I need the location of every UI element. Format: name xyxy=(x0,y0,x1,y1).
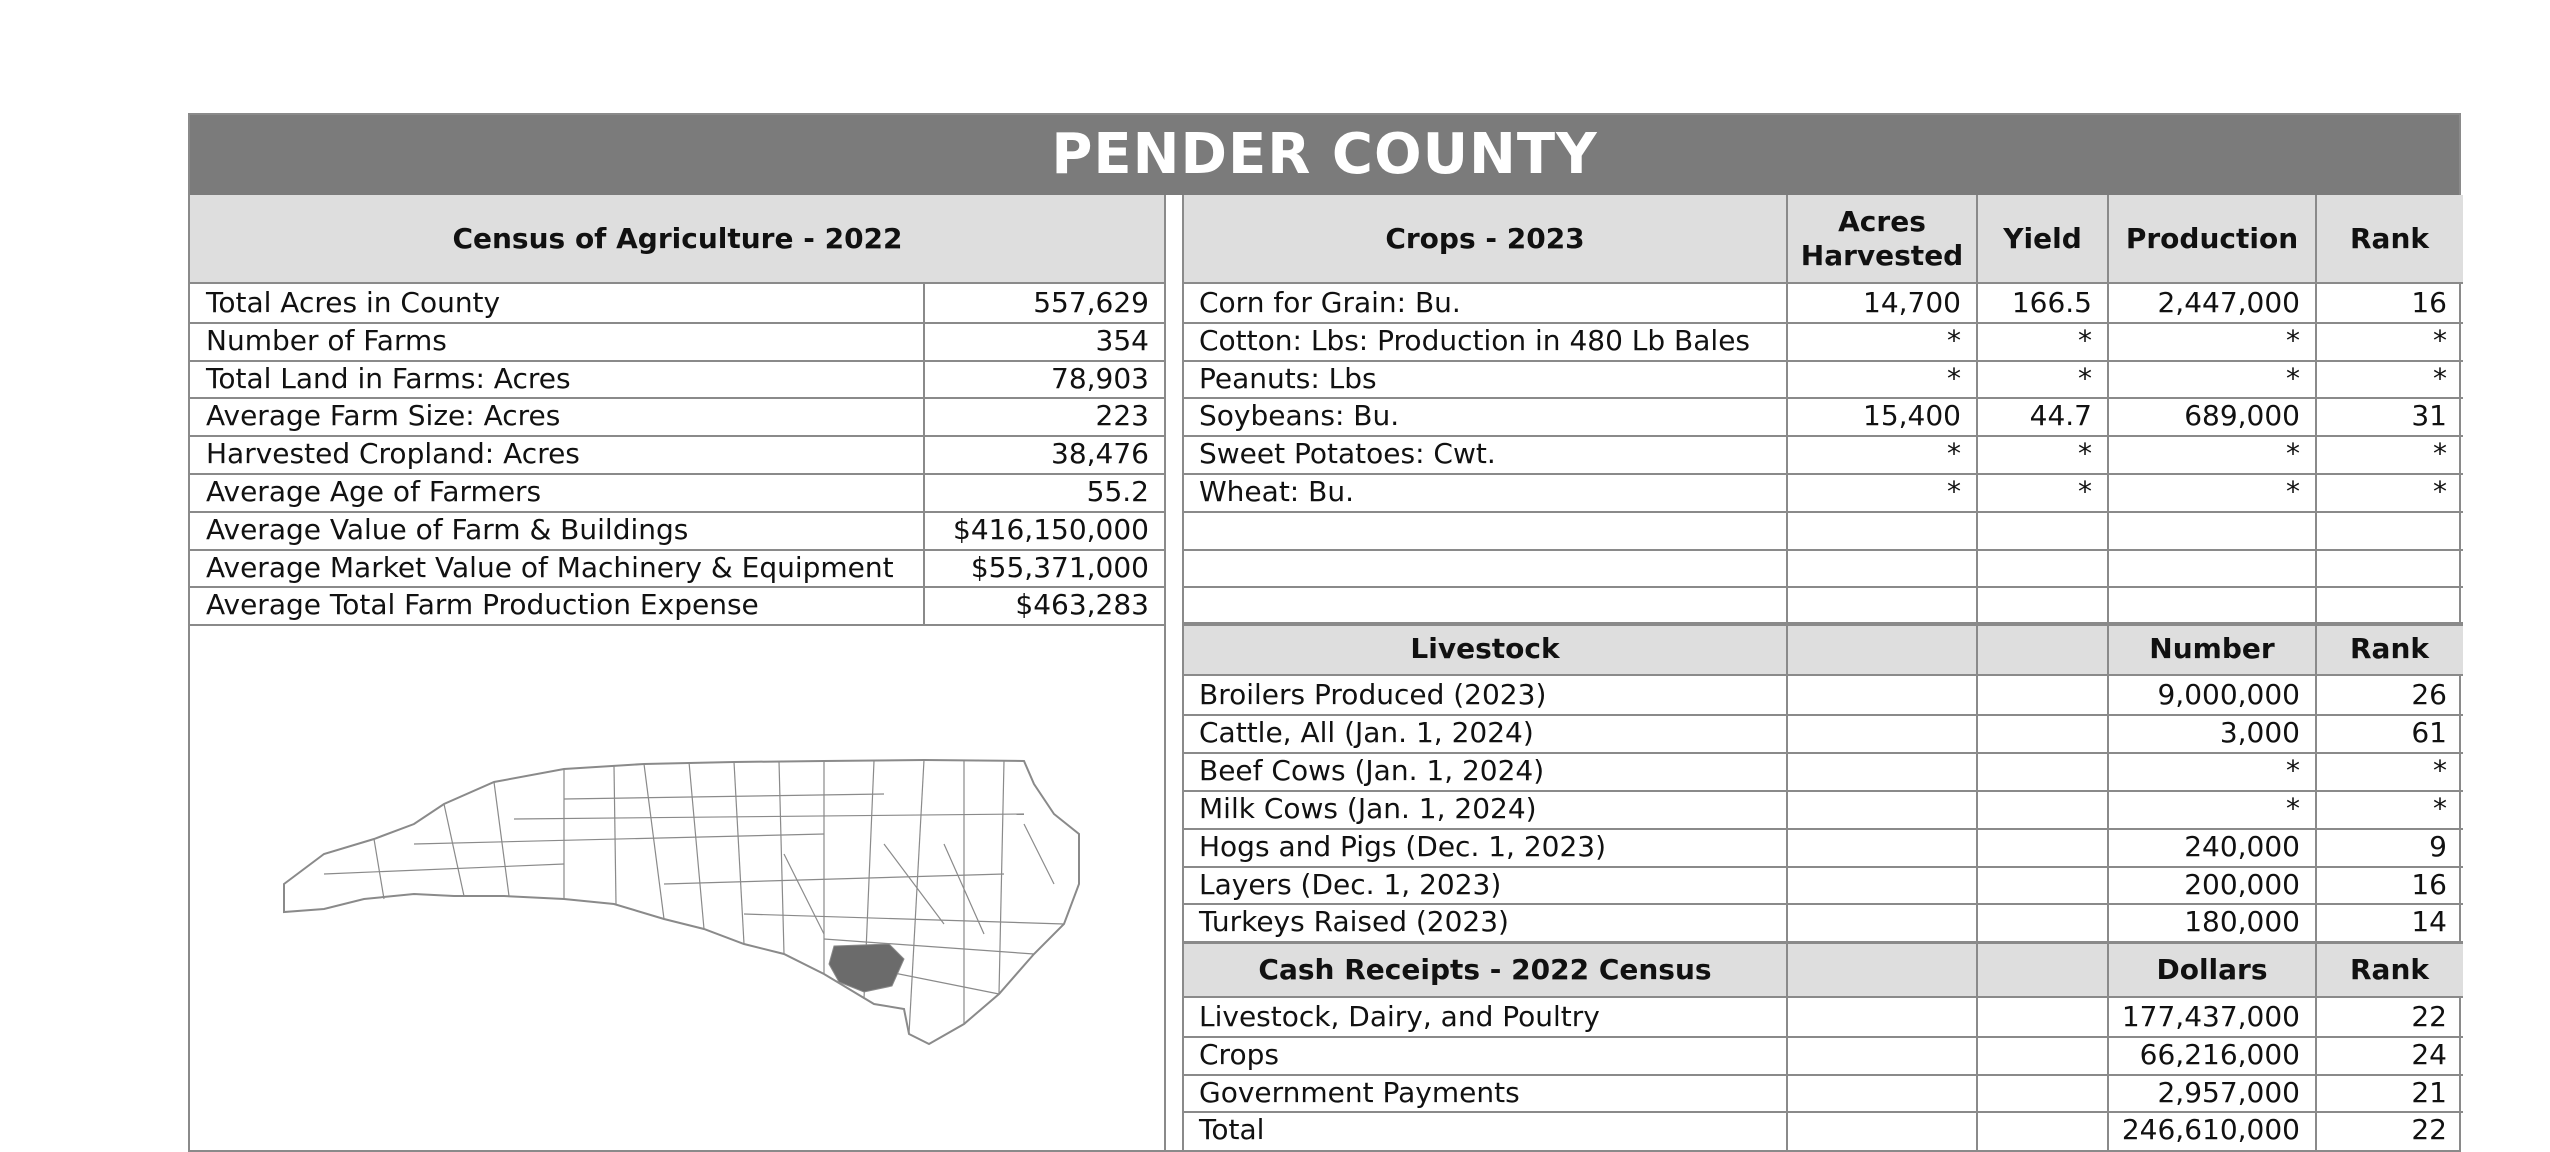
grid-line xyxy=(190,511,1165,513)
livestock-rank-header: Rank xyxy=(2316,623,2463,675)
livestock-name: Hogs and Pigs (Dec. 1, 2023) xyxy=(1199,830,1607,863)
grid-line xyxy=(1183,674,2463,676)
production-header: Production xyxy=(2108,195,2316,283)
census-row-value: 354 xyxy=(1095,324,1149,357)
livestock-number: * xyxy=(2286,792,2300,825)
county-boundary xyxy=(324,864,564,874)
cash-name: Total xyxy=(1199,1113,1265,1146)
county-boundary xyxy=(494,782,509,896)
county-boundary xyxy=(909,760,924,1034)
county-boundary xyxy=(374,839,384,899)
crop-production: * xyxy=(2286,324,2300,357)
grid-line xyxy=(190,322,1165,324)
livestock-number: 240,000 xyxy=(2184,830,2300,863)
grid-line xyxy=(1183,866,2463,868)
census-row-label: Average Total Farm Production Expense xyxy=(206,588,759,621)
crop-yield: * xyxy=(2078,475,2092,508)
livestock-number: 3,000 xyxy=(2219,716,2300,749)
census-row-label: Average Farm Size: Acres xyxy=(206,399,561,432)
crop-production: * xyxy=(2286,362,2300,395)
grid-line xyxy=(1183,828,2463,830)
census-row-label: Average Value of Farm & Buildings xyxy=(206,513,689,546)
crop-acres: 15,400 xyxy=(1863,399,1961,432)
grid-line xyxy=(1183,473,2463,475)
grid-line xyxy=(2315,195,2317,1152)
cash-dollars: 2,957,000 xyxy=(2157,1076,2300,1109)
crop-yield: * xyxy=(2078,437,2092,470)
grid-line xyxy=(1183,752,2463,754)
crop-rank: * xyxy=(2433,475,2447,508)
livestock-rank: * xyxy=(2433,792,2447,825)
county-boundary xyxy=(999,761,1004,994)
grid-line xyxy=(190,624,1165,626)
livestock-name: Broilers Produced (2023) xyxy=(1199,678,1547,711)
grid-line xyxy=(190,435,1165,437)
state-outline xyxy=(284,760,1079,1044)
acres-harvested-header: Acres Harvested xyxy=(1787,195,1977,283)
livestock-number: 200,000 xyxy=(2184,868,2300,901)
county-boundary xyxy=(734,762,744,944)
census-row-label: Average Age of Farmers xyxy=(206,475,542,508)
grid-line xyxy=(1183,1111,2463,1113)
grid-line xyxy=(190,397,1165,399)
crop-yield: 166.5 xyxy=(2011,286,2092,319)
grid-line xyxy=(1183,996,2463,998)
county-boundary xyxy=(644,764,664,919)
grid-line xyxy=(1183,360,2463,362)
cash-rank: 22 xyxy=(2411,1113,2447,1146)
crops-header: Crops - 2023 xyxy=(1183,195,1787,283)
cash-rank: 24 xyxy=(2411,1038,2447,1071)
census-header: Census of Agriculture - 2022 xyxy=(190,195,1165,283)
county-boundary xyxy=(784,854,824,934)
grid-line xyxy=(1183,622,2463,624)
census-row-label: Number of Farms xyxy=(206,324,447,357)
livestock-number: 9,000,000 xyxy=(2157,678,2300,711)
crop-yield: * xyxy=(2078,362,2092,395)
crop-yield: * xyxy=(2078,324,2092,357)
page-title: PENDER COUNTY xyxy=(190,115,2459,195)
county-fact-sheet xyxy=(188,113,2461,1152)
county-boundary xyxy=(614,766,616,904)
cash-receipts-header: Cash Receipts - 2022 Census xyxy=(1183,943,1787,997)
grid-line xyxy=(190,549,1165,551)
crop-production: 689,000 xyxy=(2184,399,2300,432)
grid-line xyxy=(1183,322,2463,324)
crop-production: * xyxy=(2286,475,2300,508)
cash-blank-2 xyxy=(1977,943,2108,997)
county-boundary xyxy=(884,844,944,924)
county-boundary xyxy=(444,804,464,896)
crop-production: * xyxy=(2286,437,2300,470)
grid-line xyxy=(1183,586,2463,588)
crop-name: Wheat: Bu. xyxy=(1199,475,1354,508)
census-row-value: $463,283 xyxy=(1015,588,1149,621)
grid-line xyxy=(2107,195,2109,1152)
livestock-blank-2 xyxy=(1977,623,2108,675)
crop-name: Corn for Grain: Bu. xyxy=(1199,286,1461,319)
county-boundary xyxy=(564,794,884,799)
crop-name: Cotton: Lbs: Production in 480 Lb Bales xyxy=(1199,324,1751,357)
crop-rank: * xyxy=(2433,324,2447,357)
county-boundary xyxy=(744,914,1064,924)
livestock-number: * xyxy=(2286,754,2300,787)
rank-header: Rank xyxy=(2316,195,2463,283)
grid-line xyxy=(190,473,1165,475)
crop-name: Peanuts: Lbs xyxy=(1199,362,1377,395)
livestock-header: Livestock xyxy=(1183,623,1787,675)
crop-rank: * xyxy=(2433,362,2447,395)
livestock-name: Layers (Dec. 1, 2023) xyxy=(1199,868,1502,901)
cash-dollars: 66,216,000 xyxy=(2139,1038,2300,1071)
grid-line xyxy=(190,360,1165,362)
census-row-label: Total Acres in County xyxy=(206,286,501,319)
census-row-value: 55.2 xyxy=(1086,475,1149,508)
grid-line xyxy=(190,282,1165,284)
cash-name: Crops xyxy=(1199,1038,1279,1071)
grid-line xyxy=(190,586,1165,588)
grid-line xyxy=(1183,549,2463,551)
crop-acres: * xyxy=(1947,475,1961,508)
grid-line xyxy=(1183,942,2463,944)
crop-acres: * xyxy=(1947,362,1961,395)
livestock-name: Cattle, All (Jan. 1, 2024) xyxy=(1199,716,1534,749)
livestock-rank: 26 xyxy=(2411,678,2447,711)
grid-line xyxy=(1183,624,2463,626)
yield-header: Yield xyxy=(1977,195,2108,283)
grid-line xyxy=(1183,397,2463,399)
cash-dollars: 177,437,000 xyxy=(2121,1000,2300,1033)
census-row-value: 38,476 xyxy=(1051,437,1149,470)
crop-acres: 14,700 xyxy=(1863,286,1961,319)
livestock-name: Beef Cows (Jan. 1, 2024) xyxy=(1199,754,1545,787)
cash-rank: 21 xyxy=(2411,1076,2447,1109)
crop-name: Sweet Potatoes: Cwt. xyxy=(1199,437,1496,470)
cash-blank-1 xyxy=(1787,943,1977,997)
county-boundary xyxy=(779,761,784,954)
livestock-number-header: Number xyxy=(2108,623,2316,675)
census-row-value: 78,903 xyxy=(1051,362,1149,395)
census-row-label: Harvested Cropland: Acres xyxy=(206,437,580,470)
crop-rank: * xyxy=(2433,437,2447,470)
census-row-value: 223 xyxy=(1095,399,1149,432)
grid-line xyxy=(1183,1074,2463,1076)
crop-acres: * xyxy=(1947,437,1961,470)
county-boundary xyxy=(514,814,1024,819)
livestock-rank: 61 xyxy=(2411,716,2447,749)
panel-divider xyxy=(1164,195,1166,1152)
census-row-label: Total Land in Farms: Acres xyxy=(206,362,571,395)
crop-yield: 44.7 xyxy=(2029,399,2092,432)
grid-line xyxy=(1183,790,2463,792)
crop-rank: 16 xyxy=(2411,286,2447,319)
county-boundary xyxy=(414,834,824,844)
county-boundary xyxy=(664,874,1004,884)
livestock-rank: 16 xyxy=(2411,868,2447,901)
livestock-name: Milk Cows (Jan. 1, 2024) xyxy=(1199,792,1537,825)
livestock-name: Turkeys Raised (2023) xyxy=(1199,905,1509,938)
grid-line xyxy=(1786,195,1788,1152)
crop-production: 2,447,000 xyxy=(2157,286,2300,319)
cash-dollars-header: Dollars xyxy=(2108,943,2316,997)
livestock-blank-1 xyxy=(1787,623,1977,675)
crop-rank: 31 xyxy=(2411,399,2447,432)
county-boundary xyxy=(689,762,704,929)
grid-line xyxy=(1183,435,2463,437)
north-carolina-county-map xyxy=(264,724,1104,1064)
cash-rank-header: Rank xyxy=(2316,943,2463,997)
crop-acres: * xyxy=(1947,324,1961,357)
county-boundary xyxy=(1024,824,1054,884)
grid-line xyxy=(923,283,925,625)
grid-line xyxy=(1976,195,1978,1152)
grid-line xyxy=(1183,714,2463,716)
livestock-rank: 9 xyxy=(2429,830,2447,863)
crop-name: Soybeans: Bu. xyxy=(1199,399,1400,432)
census-row-value: $55,371,000 xyxy=(970,551,1149,584)
livestock-number: 180,000 xyxy=(2184,905,2300,938)
census-row-label: Average Market Value of Machinery & Equipment xyxy=(206,551,894,584)
census-row-value: $416,150,000 xyxy=(953,513,1149,546)
grid-line xyxy=(1183,903,2463,905)
livestock-rank: 14 xyxy=(2411,905,2447,938)
cash-name: Government Payments xyxy=(1199,1076,1520,1109)
grid-line xyxy=(1183,1036,2463,1038)
census-row-value: 557,629 xyxy=(1033,286,1149,319)
grid-line xyxy=(1183,511,2463,513)
livestock-rank: * xyxy=(2433,754,2447,787)
cash-rank: 22 xyxy=(2411,1000,2447,1033)
grid-line xyxy=(1183,282,2463,284)
cash-dollars: 246,610,000 xyxy=(2121,1113,2300,1146)
cash-name: Livestock, Dairy, and Poultry xyxy=(1199,1000,1600,1033)
